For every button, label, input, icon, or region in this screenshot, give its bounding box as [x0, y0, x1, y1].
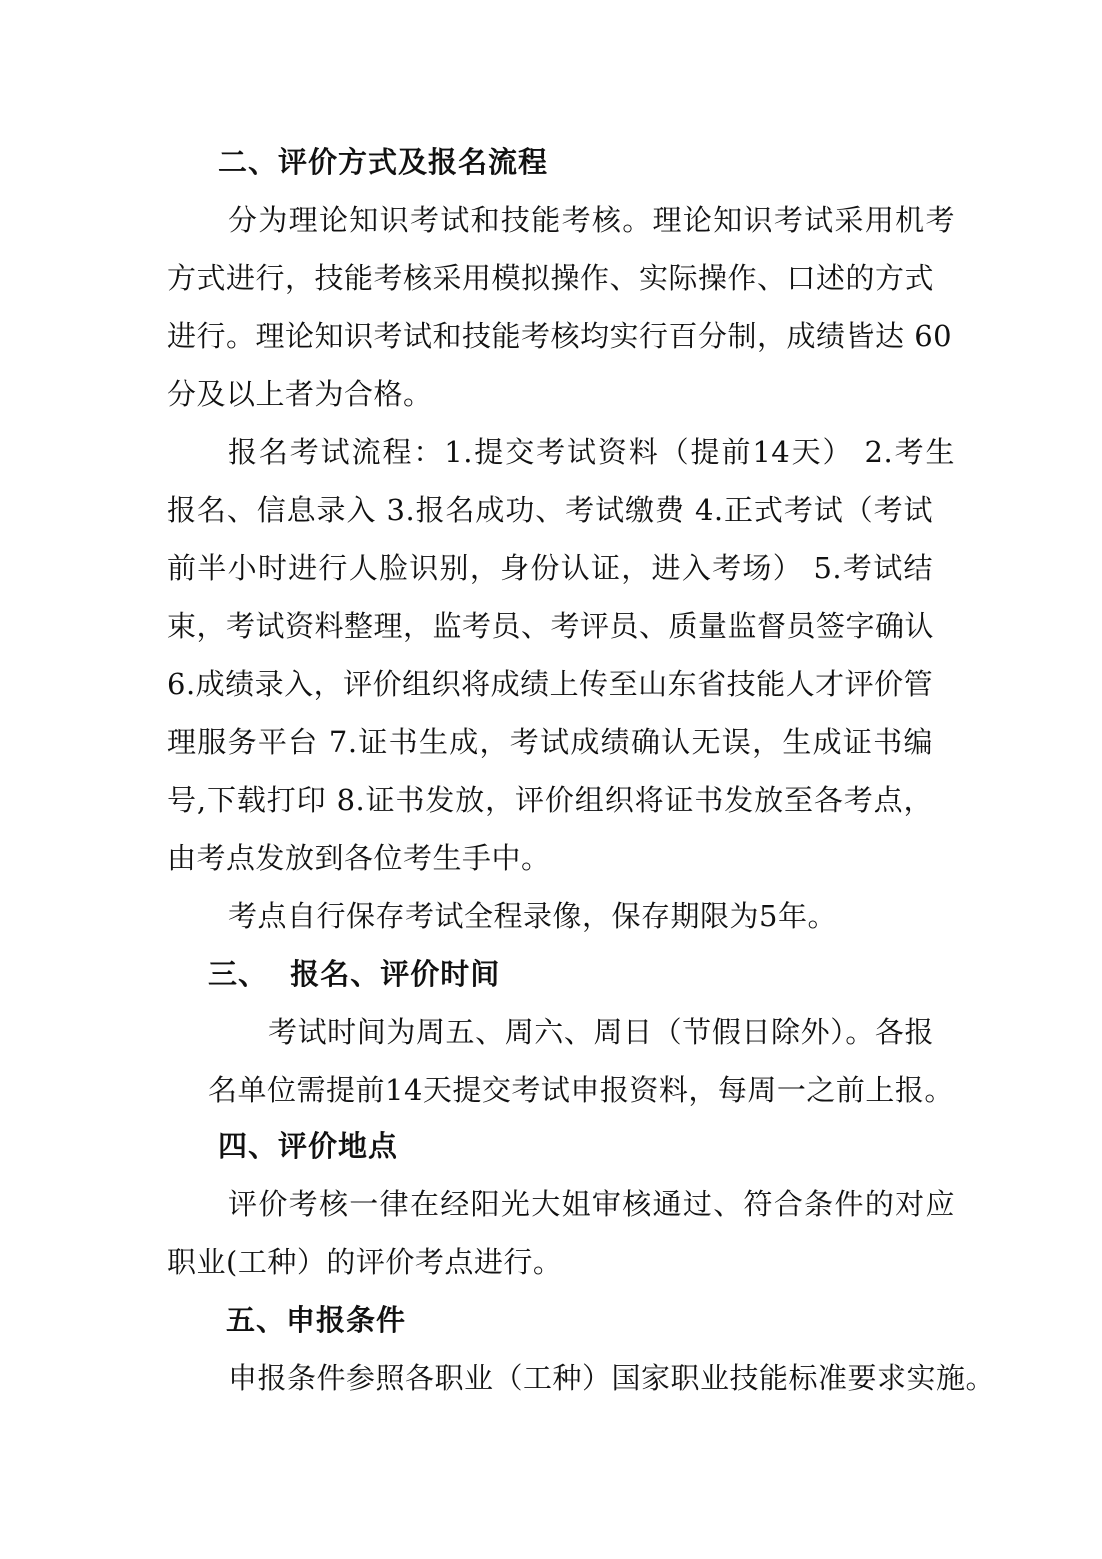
paragraph-line: 6.成绩录入，评价组织将成绩上传至山东省技能人才评价管 [167, 667, 934, 701]
section-heading-registration-time: 三、 报名、评价时间 [208, 957, 501, 991]
section-heading-application-conditions: 五、申报条件 [226, 1303, 407, 1337]
paragraph-line: 由考点发放到各位考生手中。 [167, 841, 551, 875]
paragraph-line: 申报条件参照各职业（工种）国家职业技能标准要求实施。 [228, 1361, 996, 1395]
paragraph-line: 考试时间为周五、周六、周日（节假日除外）。各报 [268, 1015, 934, 1049]
paragraph-line: 前半小时进行人脸识别，身份认证，进入考场） 5.考试结 [167, 551, 933, 585]
paragraph-line: 号,下载打印 8.证书发放，评价组织将证书发放至各考点， [167, 783, 933, 817]
paragraph-line: 考点自行保存考试全程录像，保存期限为5年。 [228, 899, 837, 933]
paragraph-line: 理服务平台 7.证书生成，考试成绩确认无误，生成证书编 [167, 725, 933, 759]
section-heading-evaluation-method: 二、评价方式及报名流程 [218, 145, 549, 179]
section-heading-evaluation-location: 四、评价地点 [218, 1129, 399, 1163]
paragraph-line: 分为理论知识考试和技能考核。理论知识考试采用机考 [228, 203, 955, 237]
paragraph-line: 职业(工种）的评价考点进行。 [167, 1245, 563, 1279]
paragraph-line: 束，考试资料整理，监考员、考评员、质量监督员签字确认 [167, 609, 935, 643]
paragraph-line: 报名考试流程：1.提交考试资料（提前14天） 2.考生 [228, 435, 955, 469]
paragraph-line: 方式进行，技能考核采用模拟操作、实际操作、口述的方式 [167, 261, 935, 295]
paragraph-line: 分及以上者为合格。 [167, 377, 433, 411]
paragraph-line: 进行。理论知识考试和技能考核均实行百分制，成绩皆达 60 [167, 319, 953, 353]
paragraph-line: 名单位需提前14天提交考试申报资料，每周一之前上报。 [208, 1073, 954, 1107]
paragraph-line: 评价考核一律在经阳光大姐审核通过、符合条件的对应 [228, 1187, 955, 1221]
paragraph-line: 报名、信息录入 3.报名成功、考试缴费 4.正式考试（考试 [167, 493, 933, 527]
